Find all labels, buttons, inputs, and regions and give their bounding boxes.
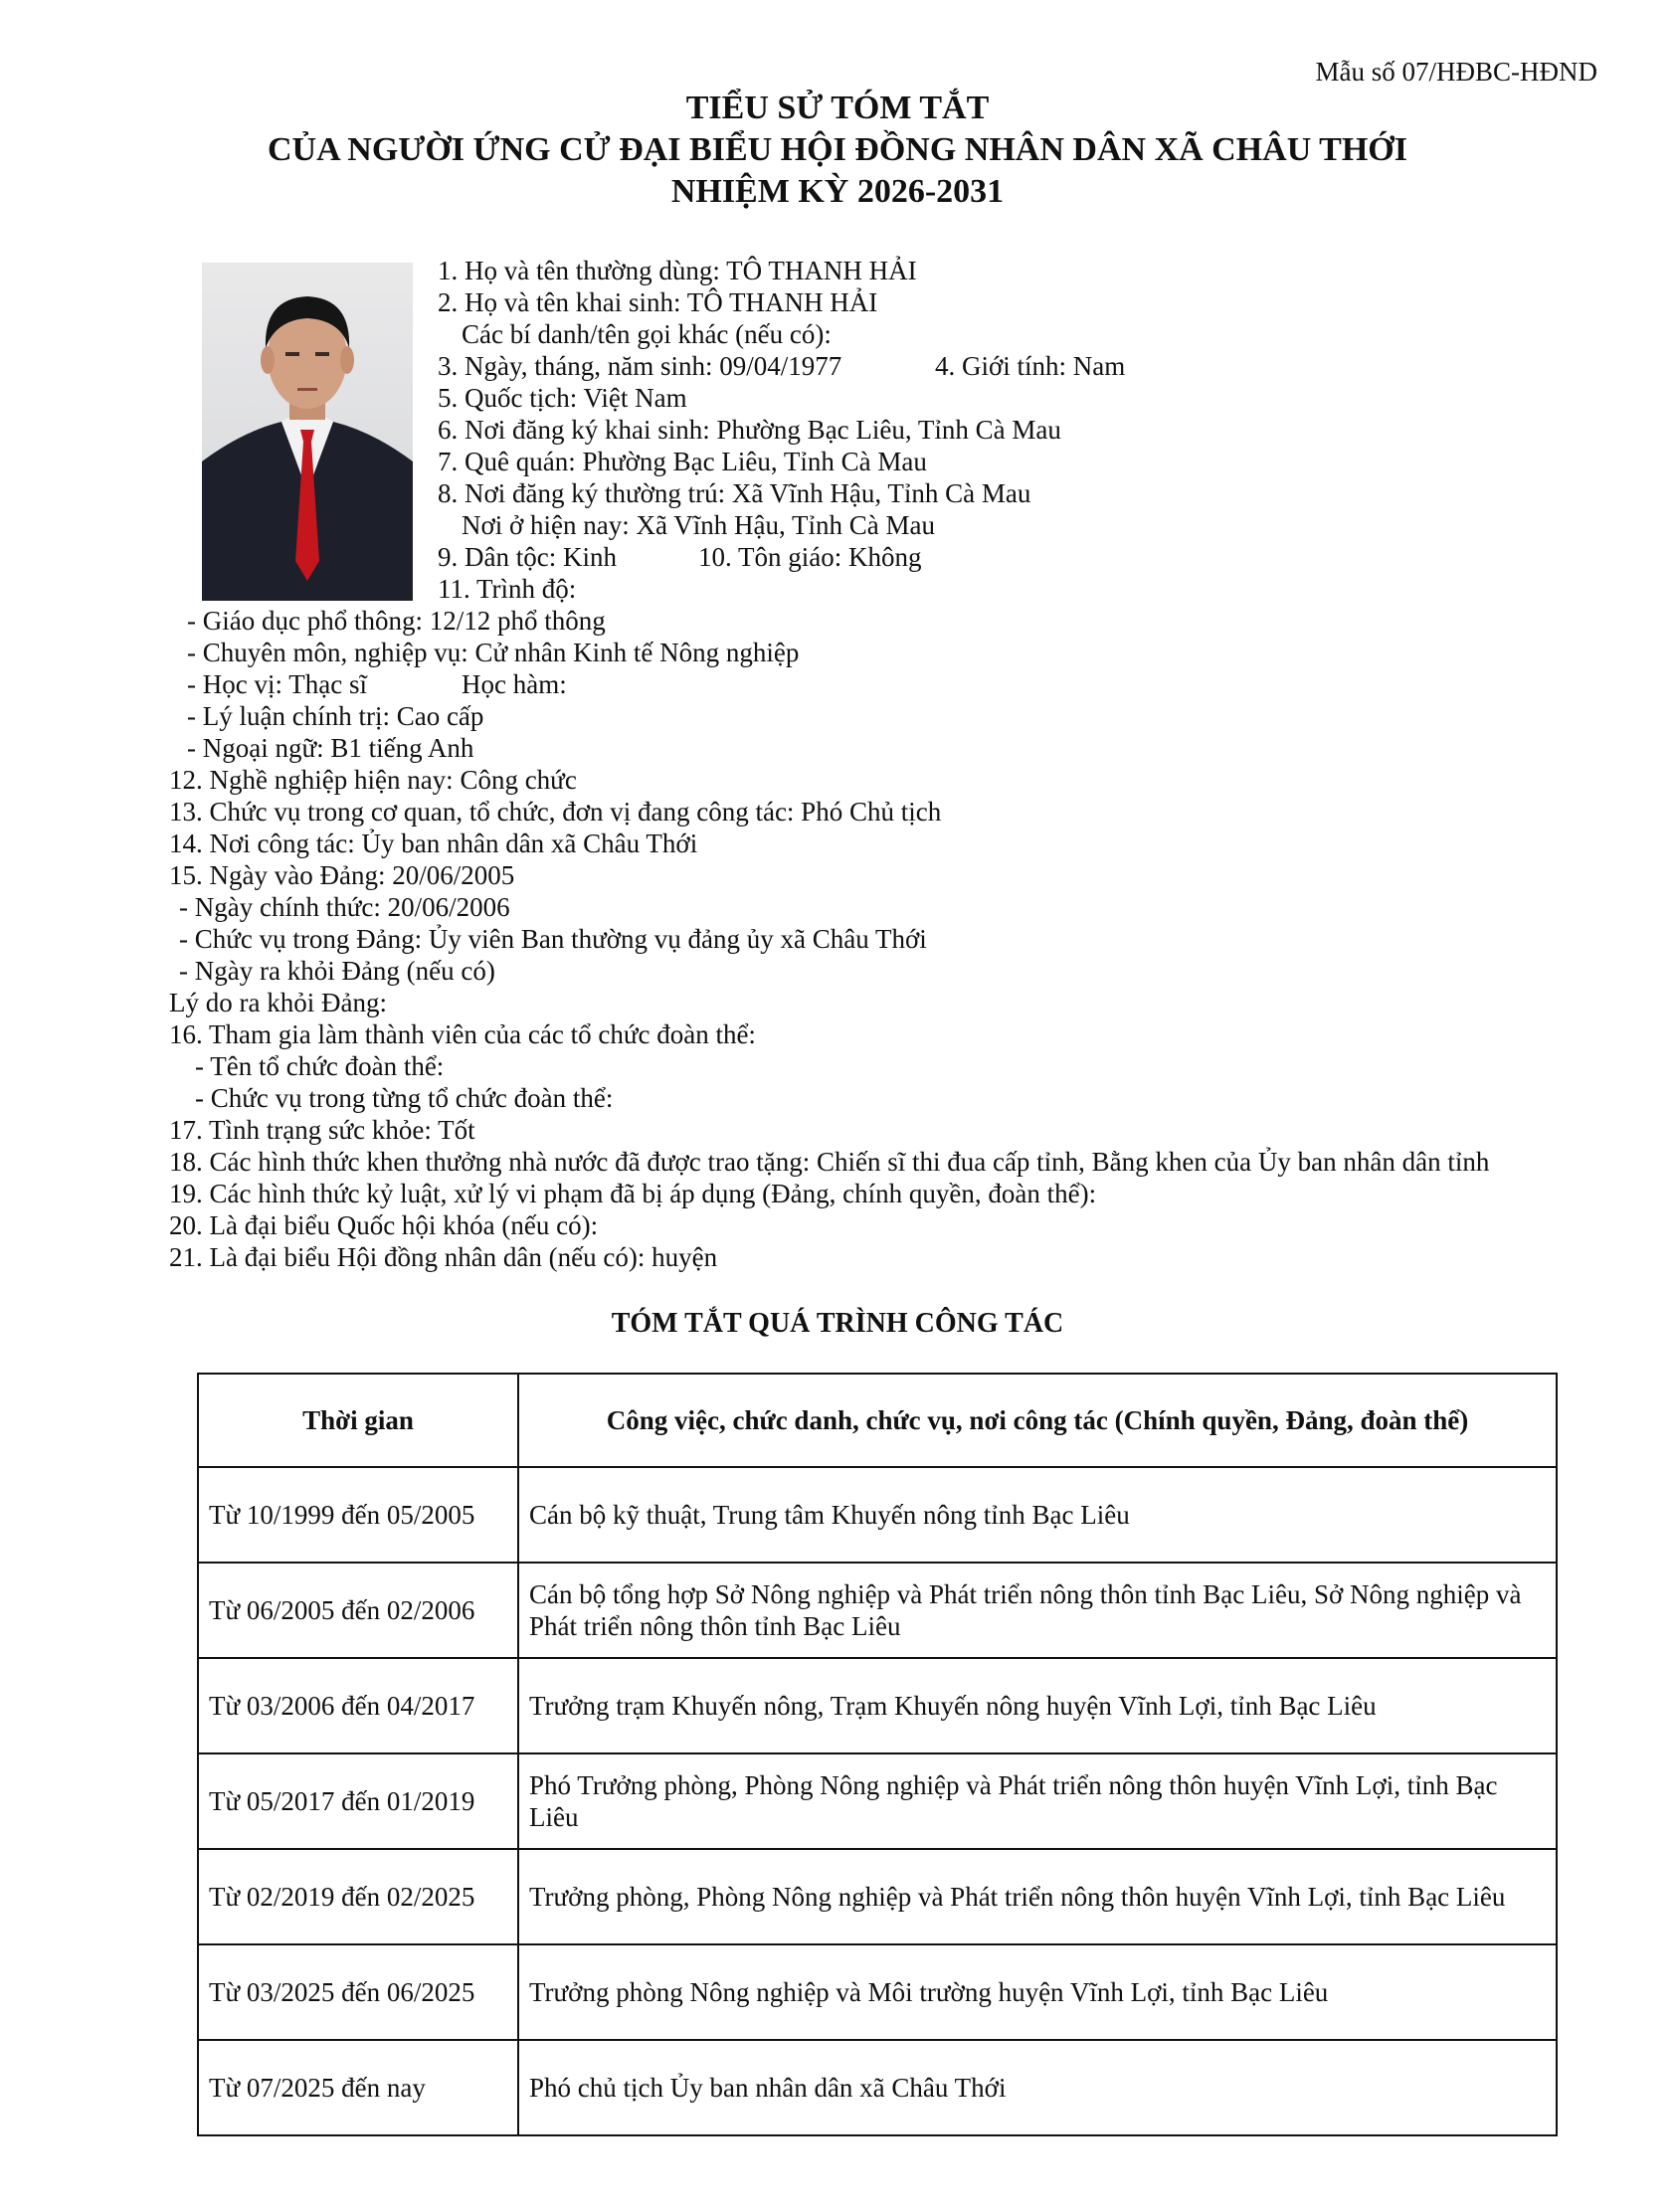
position-cell: Phó Trưởng phòng, Phòng Nông nghiệp và Phát triển nông thôn huyện Vĩnh Lợi, tỉnh Bạc Liêu (518, 1753, 1557, 1849)
info-line: 17. Tình trạng sức khỏe: Tốt (169, 1115, 475, 1145)
position-cell: Phó chủ tịch Ủy ban nhân dân xã Châu Thới (518, 2040, 1557, 2135)
info-line: 4. Giới tính: Nam (935, 351, 1126, 381)
info-line: 18. Các hình thức khen thưởng nhà nước đã được trao tặng: Chiến sĩ thi đua cấp tỉnh, Bằng khen của Ủy ban nhân dân tỉnh (169, 1147, 1490, 1177)
period-cell: Từ 03/2025 đến 06/2025 (198, 1944, 518, 2040)
table-row (198, 1658, 1557, 1753)
period-cell: Từ 10/1999 đến 05/2005 (198, 1467, 518, 1563)
column-header-time: Thời gian (198, 1374, 518, 1467)
table-row (198, 1944, 1557, 2040)
info-line: 2. Họ và tên khai sinh: TÔ THANH HẢI (438, 287, 878, 317)
info-line: - Chức vụ trong Đảng: Ủy viên Ban thường vụ đảng ủy xã Châu Thới (179, 924, 927, 954)
info-line: 5. Quốc tịch: Việt Nam (438, 383, 687, 413)
info-line: 9. Dân tộc: Kinh (438, 542, 617, 572)
position-cell: Cán bộ kỹ thuật, Trung tâm Khuyến nông tỉnh Bạc Liêu (518, 1467, 1557, 1563)
title-line-2: CỦA NGƯỜI ỨNG CỬ ĐẠI BIỂU HỘI ĐỒNG NHÂN DÂN XÃ CHÂU THỚI (268, 131, 1407, 168)
info-line: - Tên tổ chức đoàn thể: (195, 1051, 445, 1081)
title-line-1: TIỂU SỬ TÓM TẮT (685, 90, 990, 126)
period-cell: Từ 03/2006 đến 04/2017 (198, 1658, 518, 1753)
info-line: - Ngày chính thức: 20/06/2006 (179, 892, 510, 922)
info-line: 6. Nơi đăng ký khai sinh: Phường Bạc Liêu, Tỉnh Cà Mau (438, 415, 1061, 445)
info-line: 19. Các hình thức kỷ luật, xử lý vi phạm đã bị áp dụng (Đảng, chính quyền, đoàn thể): (169, 1179, 1097, 1208)
position-cell: Cán bộ tổng hợp Sở Nông nghiệp và Phát triển nông thôn tỉnh Bạc Liêu, Sở Nông nghiệp và Phát triển nông thôn tỉnh Bạc Liêu (518, 1563, 1557, 1658)
info-line: - Chức vụ trong từng tổ chức đoàn thể: (195, 1083, 614, 1113)
info-line: - Lý luận chính trị: Cao cấp (187, 701, 484, 731)
title-line-3: NHIỆM KỲ 2026-2031 (670, 173, 1005, 210)
info-line: - Học vị: Thạc sĩ (187, 669, 367, 699)
position-cell: Trưởng trạm Khuyến nông, Trạm Khuyến nông huyện Vĩnh Lợi, tỉnh Bạc Liêu (518, 1658, 1557, 1753)
info-line: Lý do ra khỏi Đảng: (169, 988, 387, 1017)
info-line: 3. Ngày, tháng, năm sinh: 09/04/1977 (438, 351, 842, 381)
work-history-title: TÓM TẮT QUÁ TRÌNH CÔNG TÁC (611, 1308, 1064, 1339)
info-line: 1. Họ và tên thường dùng: TÔ THANH HẢI (438, 256, 917, 285)
table-header-row (198, 1374, 1557, 1467)
info-line: - Chuyên môn, nghiệp vụ: Cử nhân Kinh tế Nông nghiệp (187, 638, 800, 667)
table-row (198, 2040, 1557, 2135)
form-number: Mẫu số 07/HĐBC-HĐND (1315, 57, 1597, 87)
info-line: 11. Trình độ: (438, 574, 577, 604)
info-line: - Giáo dục phổ thông: 12/12 phổ thông (187, 606, 606, 636)
info-line: 7. Quê quán: Phường Bạc Liêu, Tỉnh Cà Mau (438, 447, 927, 476)
info-line: Học hàm: (462, 669, 567, 699)
period-cell: Từ 02/2019 đến 02/2025 (198, 1849, 518, 1944)
info-line: Nơi ở hiện nay: Xã Vĩnh Hậu, Tỉnh Cà Mau (462, 510, 935, 540)
table-row (198, 1563, 1557, 1658)
table-row (198, 1753, 1557, 1849)
work-history-table (197, 1373, 1558, 2136)
info-line: - Ngày ra khỏi Đảng (nếu có) (179, 956, 495, 986)
info-line: 13. Chức vụ trong cơ quan, tổ chức, đơn vị đang công tác: Phó Chủ tịch (169, 797, 942, 827)
column-header-position: Công việc, chức danh, chức vụ, nơi công tác (Chính quyền, Đảng, đoàn thể) (518, 1374, 1557, 1467)
table-row (198, 1467, 1557, 1563)
info-line: 16. Tham gia làm thành viên của các tổ chức đoàn thể: (169, 1019, 756, 1049)
info-line: 20. Là đại biểu Quốc hội khóa (nếu có): (169, 1210, 599, 1240)
period-cell: Từ 06/2005 đến 02/2006 (198, 1563, 518, 1658)
info-line: 10. Tôn giáo: Không (698, 542, 922, 572)
info-line: - Ngoại ngữ: B1 tiếng Anh (187, 733, 474, 763)
info-line: Các bí danh/tên gọi khác (nếu có): (462, 319, 832, 349)
info-line: 8. Nơi đăng ký thường trú: Xã Vĩnh Hậu, Tỉnh Cà Mau (438, 478, 1031, 508)
position-cell: Trưởng phòng Nông nghiệp và Môi trường huyện Vĩnh Lợi, tỉnh Bạc Liêu (518, 1944, 1557, 2040)
info-line: 21. Là đại biểu Hội đồng nhân dân (nếu có): huyện (169, 1242, 718, 1272)
table-row (198, 1849, 1557, 1944)
period-cell: Từ 05/2017 đến 01/2019 (198, 1753, 518, 1849)
info-line: 12. Nghề nghiệp hiện nay: Công chức (169, 765, 577, 795)
info-line: 15. Ngày vào Đảng: 20/06/2005 (169, 860, 515, 890)
info-line: 14. Nơi công tác: Ủy ban nhân dân xã Châu Thới (169, 829, 698, 858)
period-cell: Từ 07/2025 đến nay (198, 2040, 518, 2135)
position-cell: Trưởng phòng, Phòng Nông nghiệp và Phát triển nông thôn huyện Vĩnh Lợi, tỉnh Bạc Liêu (518, 1849, 1557, 1944)
